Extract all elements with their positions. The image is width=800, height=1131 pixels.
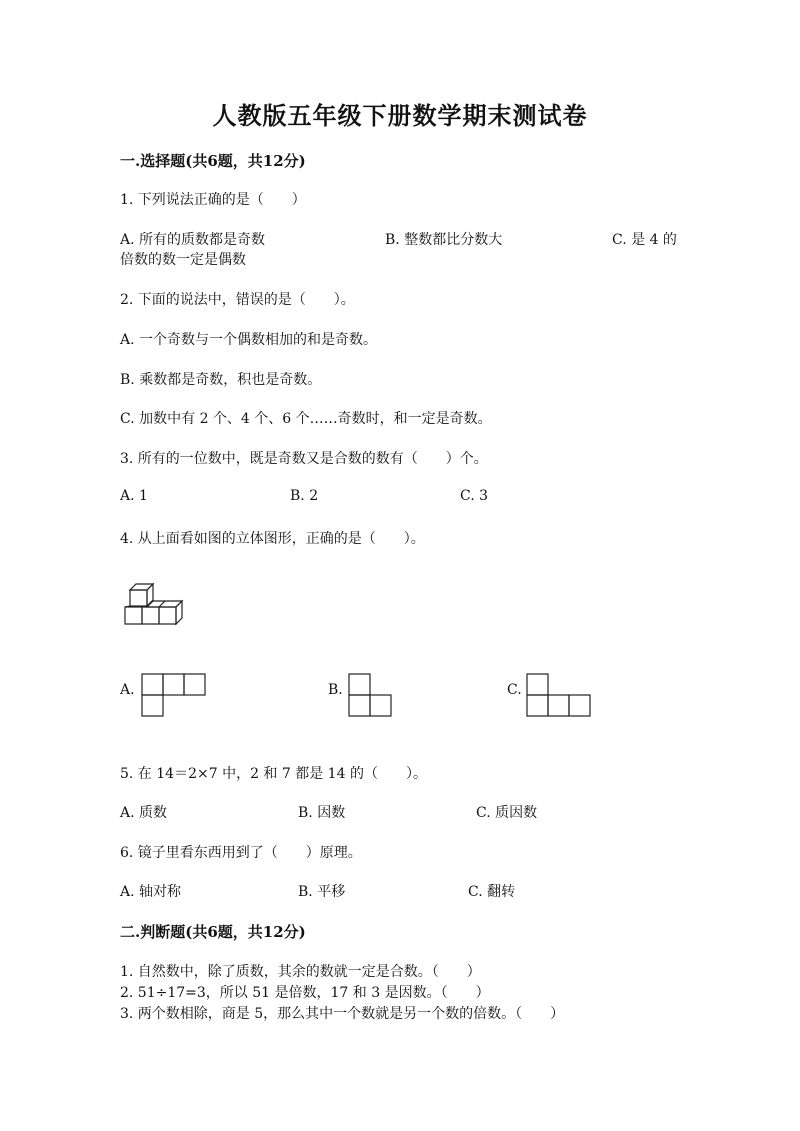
question-1-option-a: A. 所有的质数都是奇数 [120, 232, 266, 248]
judgment-question-2: 2. 51÷17=3，所以 51 是倍数，17 和 3 是因数。（ ） [120, 985, 490, 1001]
cube-bottom-1 [125, 607, 142, 624]
question-6-option-b: B. 平移 [298, 884, 346, 900]
question-5-option-b: B. 因数 [298, 805, 346, 821]
question-5-stem: 5. 在 14＝2×7 中，2 和 7 都是 14 的（ ）。 [120, 766, 427, 782]
question-6-option-a: A. 轴对称 [120, 884, 182, 900]
question-2-option-c: C. 加数中有 2 个、4 个、6 个……奇数时，和一定是奇数。 [120, 411, 492, 427]
option-a-top-view [141, 673, 207, 719]
question-3-option-a: A. 1 [120, 488, 148, 504]
section-1-header: 一.选择题(共6题，共12分) [120, 152, 306, 170]
question-3-stem: 3. 所有的一位数中，既是奇数又是合数的数有（ ）个。 [120, 451, 488, 467]
question-3-option-c: C. 3 [460, 488, 489, 504]
judgment-question-3: 3. 两个数相除，商是 5，那么其中一个数就是另一个数的倍数。（ ） [120, 1006, 565, 1022]
question-5-option-c: C. 质因数 [476, 805, 538, 821]
cube-bottom-3 [159, 607, 176, 624]
question-2-option-a: A. 一个奇数与一个偶数相加的和是奇数。 [120, 332, 378, 348]
option-c-top-view [526, 673, 594, 719]
section-2-header: 二.判断题(共6题，共12分) [120, 923, 306, 941]
cube-bottom-2 [142, 607, 159, 624]
question-6-stem: 6. 镜子里看东西用到了（ ）原理。 [120, 845, 362, 861]
question-1-option-c: C. 是 4 的 [612, 232, 677, 248]
cube-bottom-side [176, 601, 182, 624]
question-2-stem: 2. 下面的说法中，错误的是（ ）。 [120, 292, 355, 308]
cube-figure [122, 583, 188, 629]
option-b-top-view [348, 673, 394, 719]
question-4-option-b: B. [328, 682, 343, 698]
question-2-option-b: B. 乘数都是奇数，积也是奇数。 [120, 372, 322, 388]
question-5-option-a: A. 质数 [120, 805, 168, 821]
question-4-option-c: C. [507, 682, 522, 698]
question-3-option-b: B. 2 [290, 488, 319, 504]
question-4-stem: 4. 从上面看如图的立体图形，正确的是（ ）。 [120, 531, 425, 547]
question-1-option-c-continued: 倍数的数一定是偶数 [120, 252, 246, 268]
question-1-stem: 1. 下列说法正确的是（ ） [120, 192, 306, 208]
page-title: 人教版五年级下册数学期末测试卷 [212, 101, 588, 130]
question-1-option-b: B. 整数都比分数大 [385, 232, 503, 248]
question-6-option-c: C. 翻转 [468, 884, 516, 900]
question-4-option-a: A. [120, 682, 135, 698]
judgment-question-1: 1. 自然数中，除了质数，其余的数就一定是合数。（ ） [120, 964, 481, 980]
cube-top-front [130, 590, 147, 606]
